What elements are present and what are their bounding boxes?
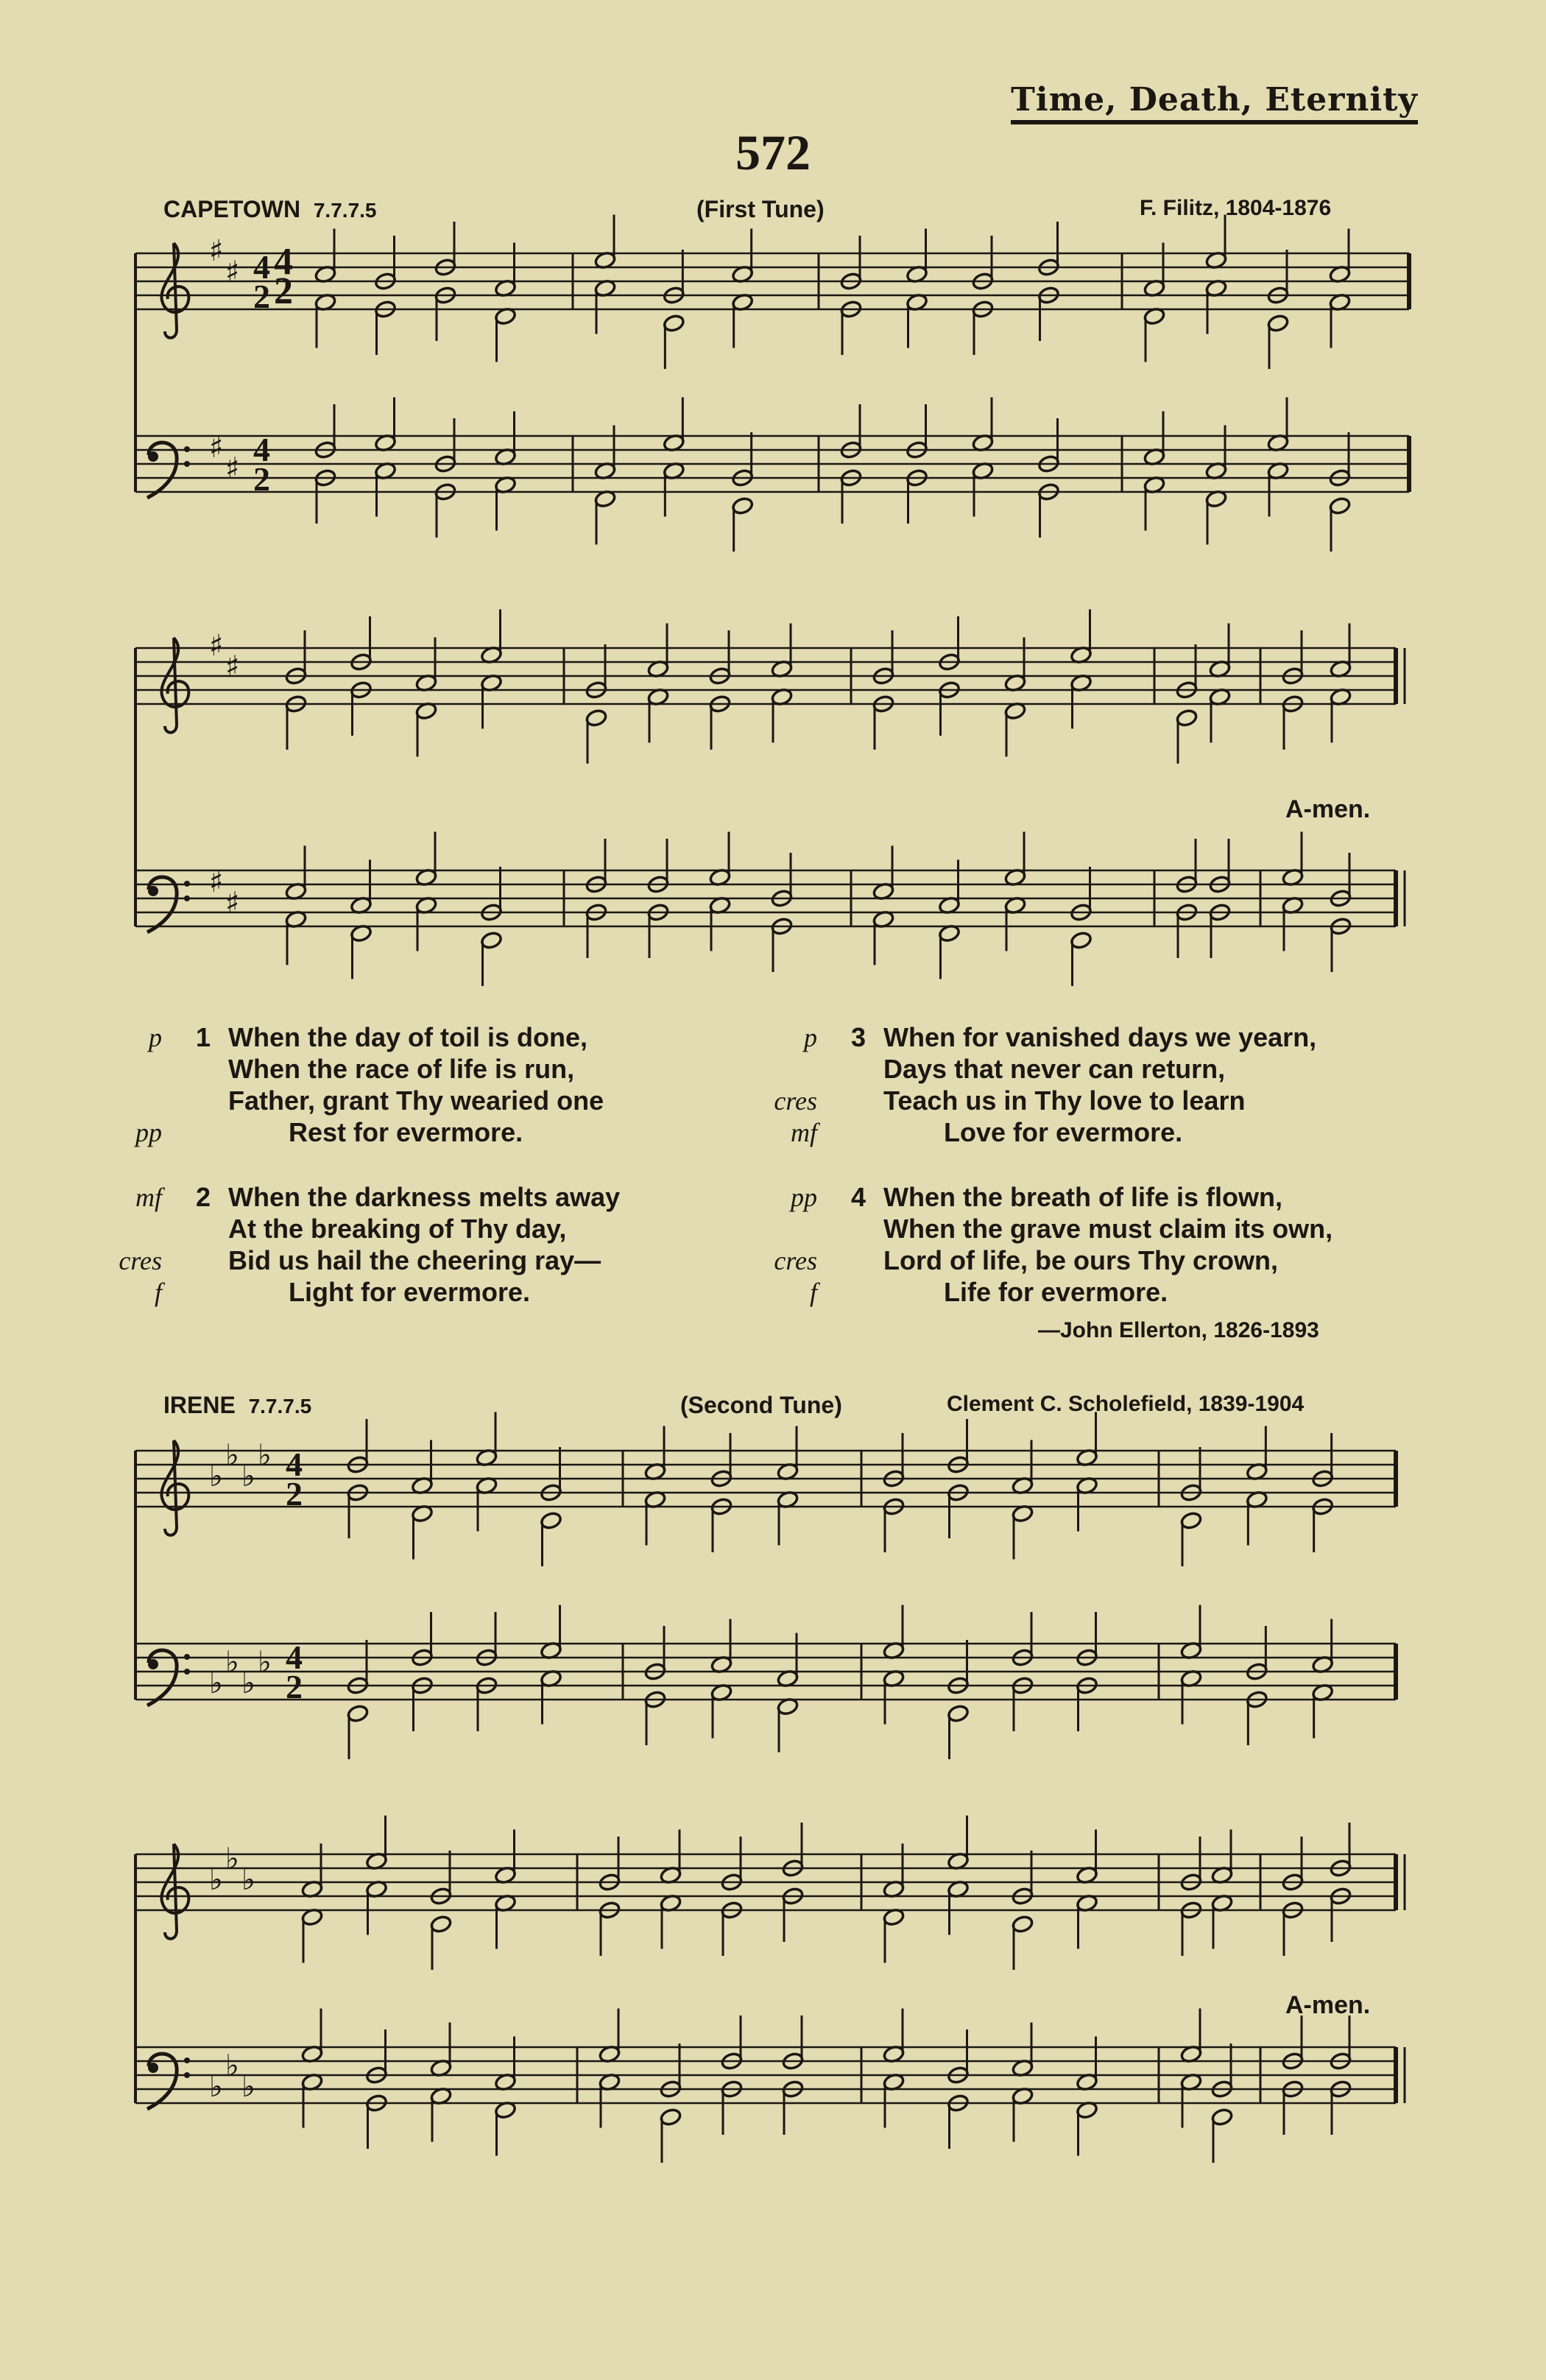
sharp-sign: ♯: [209, 629, 224, 663]
flat-sign: ♭: [225, 1645, 239, 1680]
dynamic-marking: pp: [135, 1118, 162, 1147]
sharp-sign: ♯: [209, 431, 224, 465]
bass-clef-dot: [148, 886, 158, 896]
flat-sign: ♭: [241, 1460, 255, 1493]
verse-number: 1: [196, 1022, 211, 1052]
flat-sign: ♭: [241, 1666, 255, 1700]
verse-line: Father, grant Thy wearied one: [228, 1085, 604, 1116]
verse-line: When for vanished days we yearn,: [883, 1022, 1317, 1052]
tune2-meter: 7.7.7.5: [248, 1395, 312, 1418]
time-signature-treble-1: [274, 241, 293, 312]
tune1-name: CAPETOWN: [163, 196, 301, 222]
verse-line: When the day of toil is done,: [228, 1022, 588, 1052]
flat-sign: ♭: [209, 2070, 223, 2104]
verse-number: 2: [196, 1182, 211, 1212]
dynamic-marking: cres: [774, 1086, 817, 1116]
bass-clef: [147, 877, 177, 932]
tune1-label: (First Tune): [696, 196, 825, 222]
treble-clef: [161, 1440, 188, 1535]
section-title: Time, Death, Eternity: [1011, 81, 1418, 124]
tune2-name: IRENE: [163, 1392, 236, 1418]
time-signature-top: 4: [274, 241, 293, 283]
sharp-sign: ♯: [225, 886, 240, 920]
bass-clef-dot: [184, 2057, 190, 2063]
tune1-composer: F. Filitz, 1804-1876: [1140, 196, 1332, 220]
flat-sign: ♭: [209, 1863, 223, 1897]
time-sig-treble-bottom: 2: [253, 278, 270, 315]
verse-line: Rest for evermore.: [289, 1117, 523, 1147]
treble-clef: [161, 1844, 188, 1939]
time-sig-bass-bottom: 2: [253, 460, 270, 498]
verse-line: Teach us in Thy love to learn: [883, 1085, 1246, 1116]
bass-clef-dot: [184, 2072, 190, 2078]
bass-clef-dot: [184, 881, 190, 887]
dynamic-marking: mf: [791, 1118, 817, 1147]
flat-sign: ♭: [209, 1460, 223, 1493]
dynamic-marking: mf: [135, 1183, 162, 1212]
tune2-label: (Second Tune): [680, 1392, 842, 1418]
verse-number: 4: [851, 1182, 866, 1212]
bass-clef-dot: [184, 461, 190, 467]
sharp-sign: ♯: [225, 451, 240, 486]
flat-sign: ♭: [225, 1842, 239, 1876]
verse-number: 3: [851, 1022, 866, 1052]
dynamic-marking: cres: [119, 1246, 162, 1275]
sharp-sign: ♯: [225, 649, 240, 684]
flat-sign: ♭: [225, 2049, 239, 2083]
bass-clef-dot: [184, 1654, 190, 1660]
verse-line: Life for evermore.: [944, 1277, 1168, 1307]
tune2-composer: Clement C. Scholefield, 1839-1904: [947, 1392, 1305, 1416]
tune1-meter: 7.7.7.5: [313, 199, 377, 222]
time-sig-bass-top: 4: [253, 431, 270, 468]
bass-clef-dot: [148, 451, 158, 462]
verse-line: Bid us hail the cheering ray—: [228, 1245, 601, 1275]
bass-clef-dot: [184, 895, 190, 901]
verse-line: Lord of life, be ours Thy crown,: [883, 1245, 1279, 1275]
bass-clef: [147, 443, 177, 498]
verse-line: When the grave must claim its own,: [883, 1214, 1333, 1244]
bass-clef-dot: [148, 1659, 158, 1669]
verse-line: When the darkness melts away: [228, 1182, 621, 1212]
flat-sign: ♭: [258, 1438, 272, 1473]
flat-sign: ♭: [258, 1645, 272, 1680]
treble-clef: [161, 243, 188, 338]
time-sig-treble-top: 4: [253, 248, 270, 286]
sharp-sign: ♯: [209, 234, 224, 268]
dynamic-marking: p: [149, 1023, 162, 1052]
treble-clef: [161, 638, 188, 733]
bass-clef: [147, 1650, 177, 1705]
flat-sign: ♭: [241, 1863, 255, 1897]
bass-clef: [147, 2054, 177, 2109]
amen-1: A-men.: [1285, 795, 1371, 823]
dynamic-marking: pp: [791, 1183, 817, 1212]
amen-2: A-men.: [1285, 1991, 1371, 2019]
flat-sign: ♭: [241, 2070, 255, 2104]
verse-line: Love for evermore.: [944, 1117, 1183, 1147]
verse-line: When the breath of life is flown,: [883, 1182, 1283, 1212]
dynamic-marking: p: [804, 1023, 817, 1052]
author-credit: —John Ellerton, 1826-1893: [1038, 1318, 1319, 1342]
bass-clef-dot: [184, 446, 190, 452]
verse-line: Light for evermore.: [289, 1277, 531, 1307]
bass-clef-dot: [184, 1669, 190, 1675]
hymn-number: 572: [735, 124, 811, 180]
verse-line: When the race of life is run,: [228, 1054, 575, 1084]
bass-clef-dot: [148, 2063, 158, 2073]
verse-line: At the breaking of Thy day,: [228, 1214, 567, 1244]
time-sig-bass-top: 4: [286, 1638, 303, 1676]
verse-line: Days that never can return,: [883, 1054, 1226, 1084]
sharp-sign: ♯: [209, 865, 224, 899]
flat-sign: ♭: [225, 1438, 239, 1473]
dynamic-marking: f: [809, 1278, 817, 1307]
sharp-sign: ♯: [225, 255, 240, 289]
time-sig-bass-bottom: 2: [286, 1668, 303, 1705]
flat-sign: ♭: [209, 1666, 223, 1700]
time-signature-bottom: 2: [274, 270, 293, 312]
dynamic-marking: f: [154, 1278, 162, 1307]
time-sig-treble-bottom: 2: [286, 1475, 303, 1513]
time-sig-treble-top: 4: [286, 1446, 303, 1483]
dynamic-marking: cres: [774, 1246, 817, 1275]
